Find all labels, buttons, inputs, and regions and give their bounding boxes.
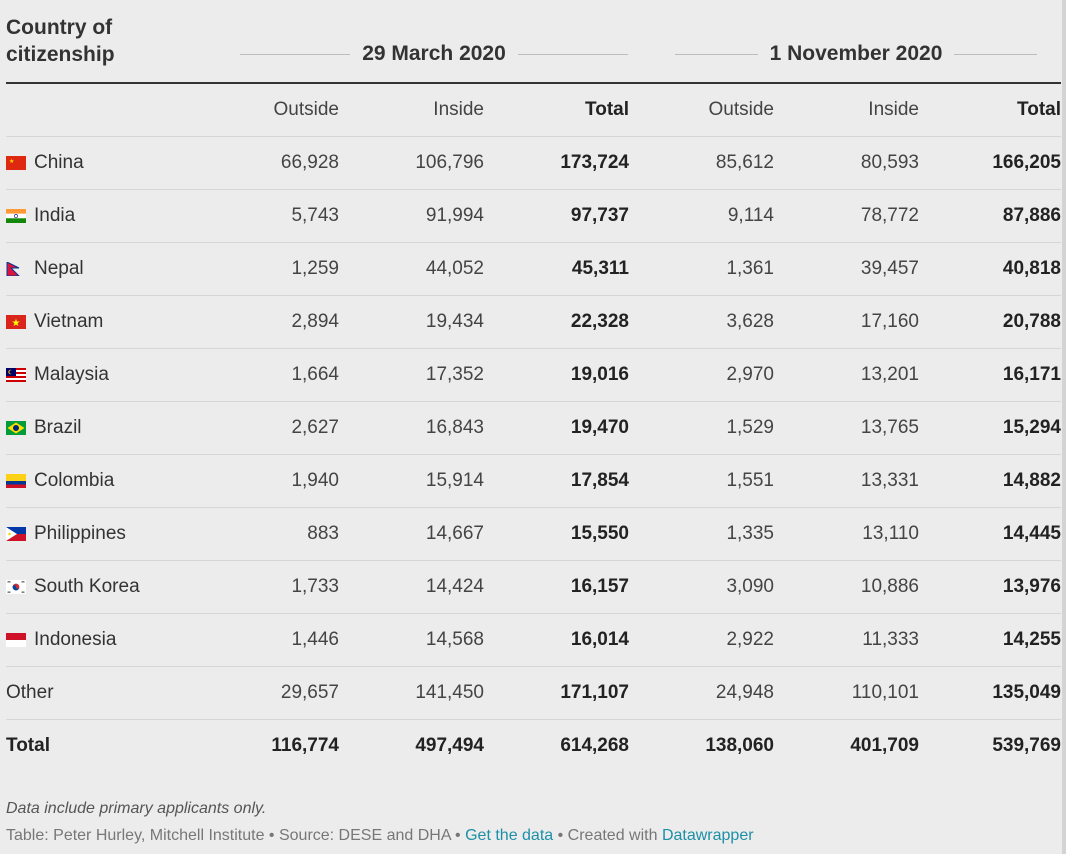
cell-inside-november: 10,886 <box>860 576 919 597</box>
country-cell <box>6 682 54 704</box>
cell-total-march: 16,157 <box>570 576 629 597</box>
vietnam-flag-icon <box>6 315 26 329</box>
colombia-flag-icon <box>6 474 26 488</box>
cell-outside-november: 9,114 <box>727 205 774 226</box>
country-name: Other <box>6 682 54 703</box>
country-name: Malaysia <box>34 364 109 385</box>
cell-inside-march: 16,843 <box>425 417 484 438</box>
credits <box>6 827 754 845</box>
table-row <box>6 667 1061 720</box>
cell-outside-march: 116,774 <box>271 735 339 756</box>
cell-total-november: 14,882 <box>1002 470 1061 491</box>
cell-inside-march: 19,434 <box>425 311 484 332</box>
cell-total-march: 97,737 <box>570 205 629 226</box>
nepal-flag-icon <box>6 262 26 276</box>
country-cell <box>6 364 109 386</box>
country-cell <box>6 311 103 333</box>
cell-total-november: 14,255 <box>1002 629 1061 650</box>
cell-outside-march: 1,940 <box>291 470 339 491</box>
cell-inside-november: 110,101 <box>851 682 919 703</box>
country-cell <box>6 470 114 492</box>
table-header <box>6 0 1061 84</box>
cell-total-march: 45,311 <box>571 258 629 279</box>
col-header-inside-november: Inside <box>868 99 919 120</box>
data-table <box>6 0 1061 772</box>
cell-inside-november: 13,331 <box>860 470 919 491</box>
cell-outside-november: 1,335 <box>726 523 774 544</box>
cell-outside-march: 1,733 <box>291 576 339 597</box>
group-header-march <box>240 41 628 67</box>
cell-outside-november: 3,090 <box>726 576 774 597</box>
cell-total-november: 87,886 <box>1002 205 1061 226</box>
col-header-outside-november: Outside <box>708 99 774 120</box>
cell-total-november: 13,976 <box>1002 576 1061 597</box>
country-cell <box>6 735 50 757</box>
cell-outside-november: 1,361 <box>726 258 774 279</box>
cell-outside-march: 2,627 <box>291 417 339 438</box>
total-row <box>6 720 1061 772</box>
column-subheader <box>6 84 1061 137</box>
country-name: Brazil <box>34 417 82 438</box>
col-header-total-november: Total <box>1017 99 1061 120</box>
cell-total-march: 171,107 <box>560 682 629 703</box>
cell-inside-november: 13,765 <box>860 417 919 438</box>
country-name: Vietnam <box>34 311 104 332</box>
cell-total-march: 614,268 <box>560 735 629 756</box>
cell-inside-march: 14,424 <box>425 576 484 597</box>
country-name: China <box>34 152 84 173</box>
table-row <box>6 402 1061 455</box>
country-name: India <box>34 205 76 226</box>
cell-total-march: 19,470 <box>570 417 629 438</box>
cell-outside-november: 138,060 <box>705 735 774 756</box>
cell-outside-march: 2,894 <box>291 311 339 332</box>
country-name: Colombia <box>34 470 115 491</box>
cell-total-march: 19,016 <box>570 364 629 385</box>
cell-outside-november: 1,529 <box>726 417 774 438</box>
country-name: South Korea <box>34 576 140 597</box>
scrollbar-edge <box>1062 0 1066 854</box>
table-row <box>6 455 1061 508</box>
cell-outside-march: 1,664 <box>291 364 339 385</box>
indonesia-flag-icon <box>6 633 26 647</box>
country-cell <box>6 576 140 598</box>
country-cell <box>6 523 126 545</box>
cell-outside-november: 3,628 <box>726 311 774 332</box>
country-cell <box>6 258 84 280</box>
country-header-text: Country of citizenship <box>6 16 115 66</box>
country-cell <box>6 629 116 651</box>
cell-total-march: 16,014 <box>570 629 629 650</box>
cell-inside-november: 11,333 <box>862 629 919 650</box>
table-row <box>6 561 1061 614</box>
cell-outside-november: 85,612 <box>715 152 774 173</box>
cell-inside-november: 78,772 <box>860 205 919 226</box>
cell-total-march: 15,550 <box>570 523 629 544</box>
cell-total-november: 16,171 <box>1002 364 1061 385</box>
table-row <box>6 243 1061 296</box>
country-name: Total <box>6 735 50 756</box>
cell-total-march: 22,328 <box>570 311 629 332</box>
table-row <box>6 349 1061 402</box>
cell-outside-november: 24,948 <box>715 682 774 703</box>
get-data-link[interactable]: Get the data <box>465 827 554 844</box>
table-row <box>6 296 1061 349</box>
cell-inside-november: 17,160 <box>860 311 919 332</box>
cell-total-november: 15,294 <box>1002 417 1061 438</box>
svg-text:★: ★ <box>9 159 15 165</box>
table-row <box>6 614 1061 667</box>
brazil-flag-icon <box>6 421 26 435</box>
col-header-outside-march: Outside <box>273 99 339 120</box>
cell-total-march: 173,724 <box>560 152 629 173</box>
cell-inside-march: 14,667 <box>425 523 484 544</box>
cell-inside-march: 15,914 <box>425 470 484 491</box>
cell-total-november: 14,445 <box>1002 523 1061 544</box>
datawrapper-link[interactable]: Datawrapper <box>661 827 754 844</box>
group-title-march: 29 March 2020 <box>350 42 518 65</box>
country-cell <box>6 152 84 174</box>
china-flag-icon <box>6 156 26 170</box>
table-row <box>6 190 1061 243</box>
credit-text: Table: Peter Hurley, Mitchell Institute • Source: DESE and DHA • <box>6 827 466 844</box>
table-row <box>6 508 1061 561</box>
group-header-november <box>675 41 1037 67</box>
cell-outside-november: 2,922 <box>726 629 774 650</box>
country-name: Philippines <box>34 523 126 544</box>
cell-inside-march: 91,994 <box>425 205 484 226</box>
philippines-flag-icon <box>6 527 26 541</box>
country-cell <box>6 417 82 439</box>
cell-outside-march: 29,657 <box>280 682 339 703</box>
svg-text:★: ★ <box>11 318 21 329</box>
cell-total-november: 135,049 <box>992 682 1061 703</box>
country-cell <box>6 205 75 227</box>
col-header-total-march: Total <box>585 99 629 120</box>
malaysia-flag-icon <box>6 368 26 382</box>
cell-inside-march: 17,352 <box>425 364 484 385</box>
cell-inside-march: 44,052 <box>425 258 484 279</box>
cell-inside-march: 106,796 <box>415 152 484 173</box>
cell-outside-march: 1,446 <box>291 629 339 650</box>
cell-total-november: 539,769 <box>992 735 1061 756</box>
credit-mid-text: • Created with <box>553 827 662 844</box>
cell-inside-march: 14,568 <box>425 629 484 650</box>
cell-inside-march: 497,494 <box>415 735 484 756</box>
cell-inside-november: 13,110 <box>862 523 919 544</box>
cell-outside-march: 1,259 <box>291 258 339 279</box>
col-header-inside-march: Inside <box>433 99 484 120</box>
south-korea-flag-icon <box>6 580 26 594</box>
table-row <box>6 137 1061 190</box>
country-column-header <box>6 14 136 68</box>
cell-inside-november: 401,709 <box>850 735 919 756</box>
cell-total-november: 40,818 <box>1002 258 1061 279</box>
cell-total-march: 17,854 <box>570 470 629 491</box>
cell-total-november: 20,788 <box>1002 311 1061 332</box>
cell-inside-november: 80,593 <box>860 152 919 173</box>
cell-outside-march: 66,928 <box>280 152 339 173</box>
country-name: Nepal <box>34 258 84 279</box>
cell-inside-march: 141,450 <box>415 682 484 703</box>
cell-outside-november: 2,970 <box>726 364 774 385</box>
cell-inside-november: 39,457 <box>860 258 919 279</box>
cell-total-november: 166,205 <box>992 152 1061 173</box>
cell-outside-november: 1,551 <box>726 470 774 491</box>
cell-outside-march: 5,743 <box>291 205 339 226</box>
cell-outside-march: 883 <box>307 523 339 544</box>
group-title-november: 1 November 2020 <box>758 42 955 65</box>
footnote: Data include primary applicants only. <box>6 800 267 817</box>
country-name: Indonesia <box>34 629 117 650</box>
india-flag-icon <box>6 209 26 223</box>
cell-inside-november: 13,201 <box>860 364 919 385</box>
